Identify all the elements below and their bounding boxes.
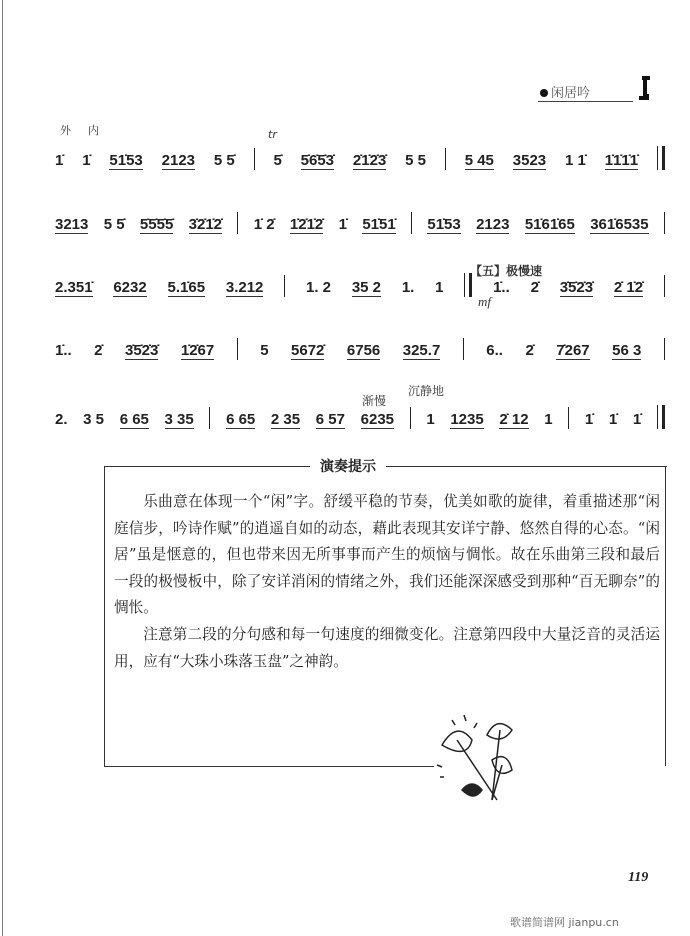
note-group: 1 — [435, 279, 444, 296]
note-group: 6235 — [360, 411, 395, 428]
score-line — [55, 338, 665, 360]
note-group: 3.212 — [225, 279, 264, 296]
inner-mark: 内 — [88, 124, 99, 137]
note-group: 1̇ — [608, 411, 618, 428]
score-line — [55, 148, 665, 170]
note-group: 51̇61̇65 — [524, 216, 575, 233]
barline — [664, 212, 665, 234]
page-number: 119 — [628, 870, 649, 885]
tips-box-border — [665, 466, 666, 766]
note-group: 325.7 — [402, 342, 441, 359]
note-group: 2123 — [161, 152, 196, 169]
flower-illustration-icon — [432, 705, 542, 810]
header-rule — [538, 101, 633, 102]
barline — [237, 212, 238, 234]
note-group: 5 — [260, 342, 269, 359]
note-group: 5 5̇ — [213, 152, 235, 169]
tips-box-border — [104, 766, 434, 767]
header-title: 闲居吟 — [551, 86, 591, 101]
outer-mark: 外 — [60, 124, 71, 137]
note-group: 1̇ 2̇ — [253, 216, 275, 233]
note-group: 2̇ — [525, 342, 534, 359]
note-group: 1 — [544, 411, 553, 428]
tips-title: 演奏提示 — [310, 456, 386, 476]
note-group: 6 65 — [119, 411, 149, 428]
score-line — [55, 407, 665, 429]
note-group: 2̇ 12 — [499, 411, 529, 428]
note-group: 2. — [55, 411, 68, 428]
page-edge — [2, 0, 3, 936]
note-group: 6756 — [346, 342, 381, 359]
calm-mark: 沉静地 — [408, 384, 445, 398]
note-group: 1. 2 — [306, 279, 332, 296]
tips-text — [114, 489, 660, 675]
note-group: 1. — [401, 279, 415, 296]
bullet-icon — [540, 89, 548, 97]
note-group: 2̇ — [94, 342, 103, 359]
barline — [410, 407, 411, 429]
note-group: 1̇2̇1̇2̇ — [289, 216, 324, 233]
note-group: 56 3 — [612, 342, 642, 359]
note-group: 2.351̇ — [55, 279, 93, 296]
barline — [445, 148, 446, 170]
barline — [254, 148, 255, 170]
note-group: 1̇ — [55, 152, 64, 169]
barline — [568, 407, 569, 429]
section-marker: 【五】极慢速 — [470, 264, 543, 278]
note-group: 1̇2̇67 — [180, 342, 215, 359]
note-group: 7̇267 — [556, 342, 590, 359]
note-group: 1235 — [450, 411, 484, 428]
note-group: 1 1̇ — [565, 152, 586, 169]
rit-mark: 渐慢 — [362, 394, 387, 408]
note-group: 1̇1̇1̇1̇ — [604, 152, 639, 169]
dynamic-mark: mf — [478, 294, 491, 309]
note-group: 1̇.. — [55, 342, 72, 359]
note-group: 3 35 — [164, 411, 194, 428]
trill-mark: tr — [268, 128, 277, 141]
note-group: 5.1̇65 — [167, 279, 206, 296]
barline — [664, 338, 665, 360]
barline — [664, 275, 665, 297]
running-header — [540, 82, 590, 101]
note-group: 361̇6535 — [590, 216, 649, 233]
note-group: 1 — [426, 411, 435, 428]
barline — [209, 407, 210, 429]
barline — [284, 275, 285, 297]
note-group: 5̇6̇5̇3̇ — [300, 152, 335, 169]
note-group: 5 5 — [405, 152, 426, 169]
note-group: 51̇53 — [427, 216, 461, 233]
note-group: 3213 — [55, 216, 89, 233]
tips-paragraph: 注意第二段的分句感和每一句速度的细微变化。注意第四段中大量泛音的灵活运用，应有“大珠小珠落玉盘”之神韵。 — [114, 625, 660, 670]
note-group: 1̇ — [82, 152, 91, 169]
note-group: 2̇ 1̇2̇ — [613, 279, 644, 296]
double-barline — [657, 146, 665, 170]
double-barline — [657, 405, 665, 429]
note-group: 6.. — [486, 342, 503, 359]
note-group: 2 35 — [270, 411, 301, 428]
barline — [463, 338, 464, 360]
note-group: 1̇ — [584, 411, 594, 428]
header-logo-icon — [638, 75, 650, 101]
note-group: 51̇53 — [109, 152, 143, 169]
note-group: 35 2 — [351, 279, 382, 296]
note-group: 5 5̇ — [103, 216, 125, 233]
note-group: 3523 — [512, 152, 547, 169]
note-group: 2123 — [476, 216, 510, 233]
note-group: 2̇1̇2̇3̇ — [352, 152, 387, 169]
note-group: 51̇51̇ — [362, 216, 396, 233]
note-group: 5̇ — [273, 152, 282, 169]
score-line — [55, 275, 665, 297]
note-group: 1̇ — [338, 216, 347, 233]
note-group: 5 45 — [464, 152, 494, 169]
note-group: 5672̇ — [291, 342, 325, 359]
tips-paragraph: 乐曲意在体现一个“闲”字。舒缓平稳的节奏，优美如歌的旋律，着重描述那“闲庭信步，吟诗作赋”的逍遥自如的动态，藉此表现其安详宁静、悠然自得的心态。“闲居”虽是惬意的，但也带来因无所事事而产生的烦恼与惆怅。故在乐曲第三段和最后一段的极慢板中，除了安详消闲的情绪之外，我们还能深深感受到那种“百无聊奈”的惆怅。 — [114, 493, 660, 617]
score-line — [55, 212, 665, 234]
note-group: 3̇5̇2̇3̇ — [559, 279, 594, 296]
note-group: 5̇5̇5̇5̇ — [139, 216, 174, 233]
note-group: 3 5 — [83, 411, 105, 428]
note-group: 3̇2̇1̇2̇ — [188, 216, 223, 233]
note-group: 6232 — [113, 279, 147, 296]
barline — [237, 338, 238, 360]
note-group: 1̇ — [632, 411, 642, 428]
note-group: 6 65 — [226, 411, 256, 428]
note-group: 6 57 — [315, 411, 345, 428]
barline — [411, 212, 412, 234]
note-group: 1̇.. — [493, 279, 510, 296]
note-group: 3̇5̇2̇3̇ — [125, 342, 159, 359]
note-group: 2̇ — [530, 279, 539, 296]
watermark: 歌谱简谱网 jianpu.cn — [510, 916, 619, 929]
